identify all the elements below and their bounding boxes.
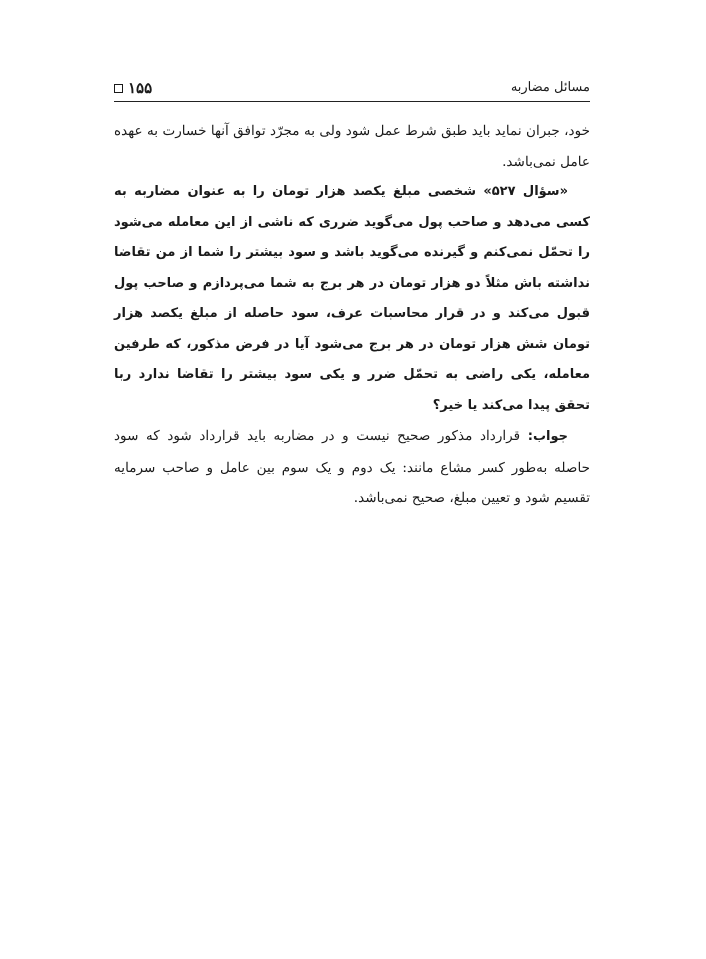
square-box-icon	[114, 84, 123, 93]
question-paragraph: «سؤال ۵۲۷» شخصی مبلغ یکصد هزار تومان را به عنوان مضاربه به کسی می‌دهد و صاحب پول می‌گوید ضرری که ناشی از این معامله می‌شود را تحمّل نمی‌کنم و گیرنده می‌گوید باشد و سود بیشتر را شما از من تقاضا نداشته باش مثلاً دو هزار تومان در هر برج به شما می‌پردازم و صاحب پول قبول می‌کند و در قرار محاسبات عرف، سود حاصله از مبلغ یکصد هزار تومان شش هزار تومان در هر برج می‌شود آیا در فرض مذکور، که طرفین معامله، یکی راضی به تحمّل ضرر و یکی سود بیشتر را تقاضا ندارد ربا تحقق پیدا می‌کند یا خیر؟	[114, 184, 590, 413]
page-number: ۱۵۵	[128, 79, 153, 97]
answer-text: قرارداد مذکور صحیح نیست و در مضاربه باید قرارداد شود که سود حاصله به‌طور کسر مشاع مانند: یک دوم و یک سوم بین عامل و صاحب سرمایه تقسیم شود و تعیین مبلغ، صحیح نمی‌باشد.	[114, 428, 590, 506]
main-text	[114, 116, 590, 514]
answer-label: جواب:	[527, 429, 568, 444]
running-title: مسائل مضاربه	[510, 80, 590, 95]
page-number-group	[114, 78, 152, 98]
continuation-paragraph: خود، جبران نماید باید طبق شرط عمل شود ولی به مجرّد توافق آنها خسارت به عهده عامل نمی‌باشد.	[114, 123, 590, 170]
page-header	[114, 78, 590, 100]
answer-paragraph	[114, 421, 590, 514]
header-divider	[114, 101, 590, 102]
